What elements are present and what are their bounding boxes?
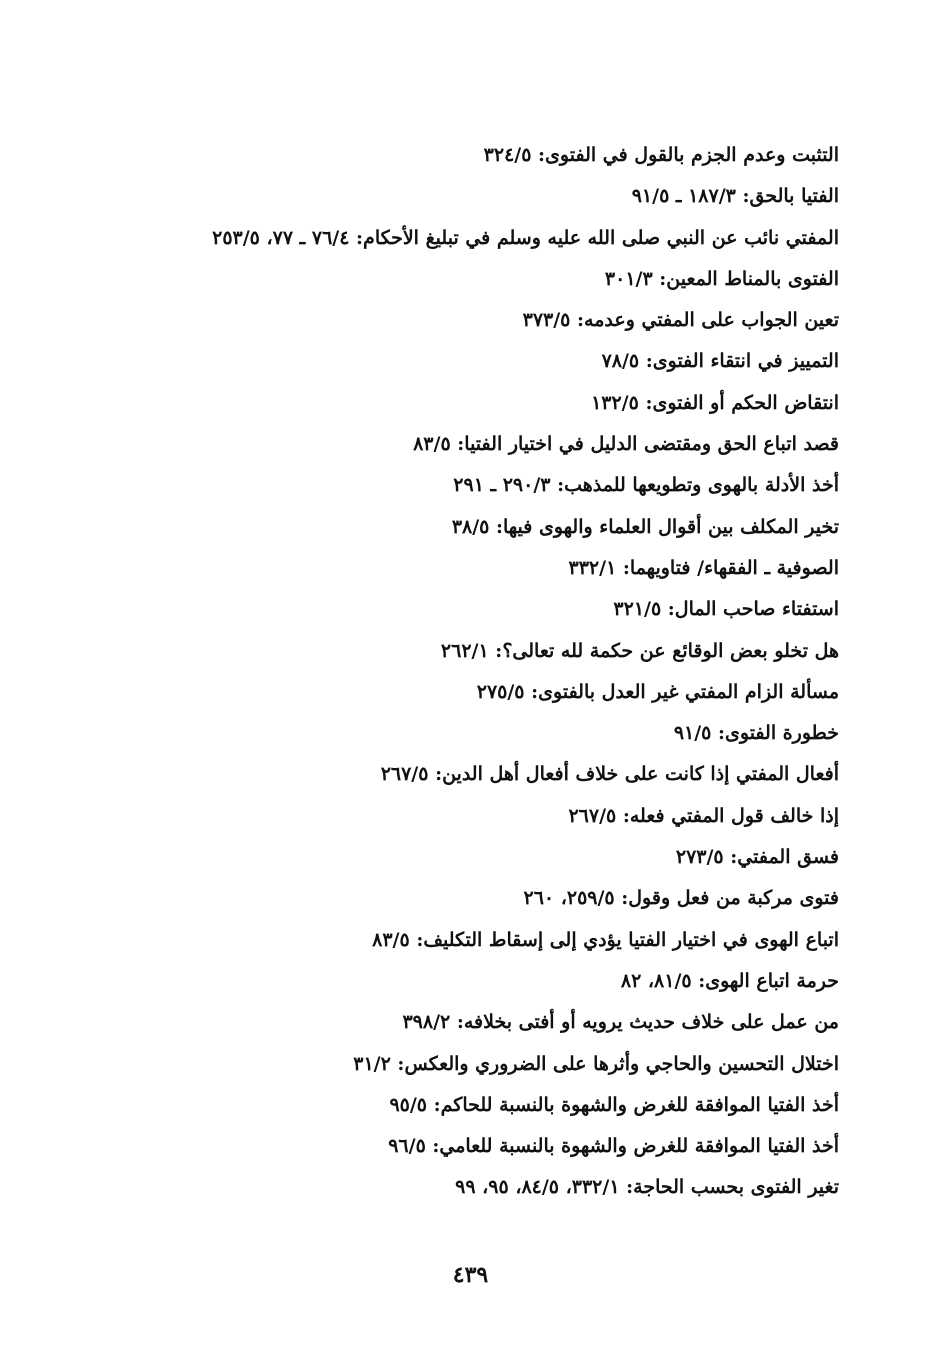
index-entry: الفتوى بالمناط المعين: ٣٠١/٣	[604, 267, 839, 290]
index-entry: فسق المفتي: ٢٧٣/٥	[675, 846, 839, 869]
index-entry: اختلال التحسين والحاجي وأثرها على الضروري والعكس: ٣١/٢	[353, 1052, 839, 1075]
index-entry: استفتاء صاحب المال: ٣٢١/٥	[613, 598, 839, 621]
index-entry: التمييز في انتقاء الفتوى: ٧٨/٥	[601, 350, 839, 373]
index-entry: مسألة الزام المفتي غير العدل بالفتوى: ٢٧٥/٥	[476, 680, 839, 703]
index-entry: أخذ الفتيا الموافقة للغرض والشهوة بالنسبة للحاكم: ٩٥/٥	[389, 1093, 839, 1116]
index-entry-list	[119, 138, 839, 1212]
index-entry: الفتيا بالحق: ١٨٧/٣ ـ ٩١/٥	[631, 185, 839, 208]
index-entry: خطورة الفتوى: ٩١/٥	[673, 722, 839, 745]
index-entry: حرمة اتباع الهوى: ٨١/٥، ٨٢	[620, 969, 839, 992]
index-entry: هل تخلو بعض الوقائع عن حكمة لله تعالى؟: ٢٦٢/١	[440, 639, 839, 662]
index-entry: أفعال المفتي إذا كانت على خلاف أفعال أهل الدين: ٢٦٧/٥	[380, 763, 839, 786]
index-entry: الصوفية ـ الفقهاء/ فتاويهما: ٣٣٢/١	[568, 556, 839, 579]
index-entry: تغير الفتوى بحسب الحاجة: ٣٣٢/١، ٨٤/٥، ٩٥، ٩٩	[455, 1176, 839, 1199]
index-entry: المفتي نائب عن النبي صلى الله عليه وسلم في تبليغ الأحكام: ٧٦/٤ ـ ٧٧، ٢٥٣/٥	[212, 226, 839, 249]
index-entry: فتوى مركبة من فعل وقول: ٢٥٩/٥، ٢٦٠	[523, 887, 839, 910]
index-entry: قصد اتباع الحق ومقتضى الدليل في اختيار الفتيا: ٨٣/٥	[413, 433, 839, 456]
index-entry: انتقاض الحكم أو الفتوى: ١٣٢/٥	[591, 391, 839, 414]
index-entry: إذا خالف قول المفتي فعله: ٢٦٧/٥	[568, 804, 839, 827]
index-entry: اتباع الهوى في اختيار الفتيا يؤدي إلى إسقاط التكليف: ٨٣/٥	[372, 928, 839, 951]
index-entry: أخذ الأدلة بالهوى وتطويعها للمذهب: ٢٩٠/٣ ـ ٢٩١	[453, 474, 839, 497]
index-entry: تعين الجواب على المفتي وعدمه: ٣٧٣/٥	[522, 309, 839, 332]
index-entry: من عمل على خلاف حديث يرويه أو أفتى بخلافه: ٣٩٨/٢	[402, 1011, 839, 1034]
index-entry: أخذ الفتيا الموافقة للغرض والشهوة بالنسبة للعامي: ٩٦/٥	[388, 1135, 839, 1158]
page-number: ٤٣٩	[452, 1262, 489, 1288]
index-entry: تخير المكلف بين أقوال العلماء والهوى فيها: ٣٨/٥	[451, 515, 839, 538]
index-entry: التثبت وعدم الجزم بالقول في الفتوى: ٣٢٤/٥	[483, 144, 839, 166]
